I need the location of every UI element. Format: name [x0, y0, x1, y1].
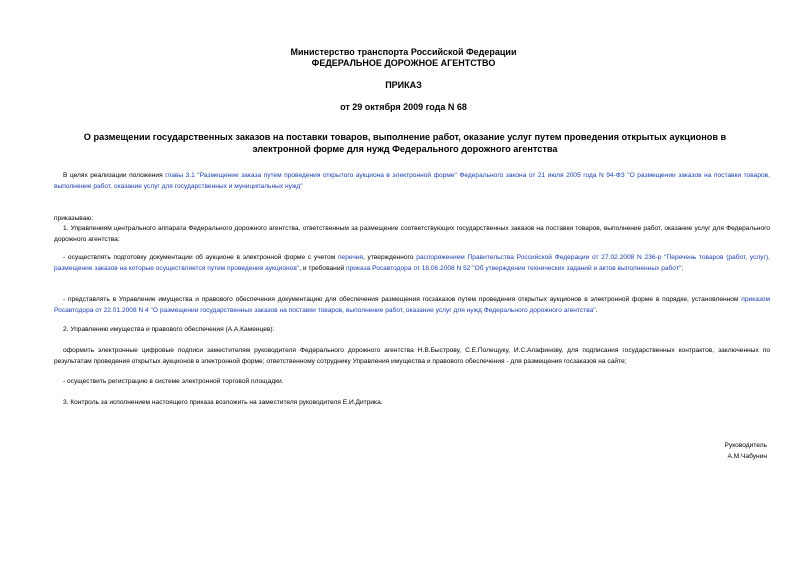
- order-word: приказываю:: [54, 215, 94, 222]
- preamble-text: В целях реализации положения: [63, 172, 166, 179]
- item-1: 1. Управлениям центрального аппарата Федерального дорожного агентства, ответственным за размещение соответствующих государственных заказов на поставки товаров, выполнение работ, оказание услуг для Федерального дорожного агентства:: [54, 225, 770, 243]
- item-3: 3. Контроль за исполнением настоящего приказа возложить на заместителя руководителя Е.И.Дитрика.: [63, 399, 383, 406]
- item-2-text: оформить электронные цифровые подписи заместителям руководителя Федерального дорожного агентства Н.В.Быстрову, С.Е.Полещуку, И.С.Алафинову, для подписания государственных контрактов, заключенных по результатам проведения открытых аукционов в электронной форме; ответственному сотруднику Управления имущества и правового обеспечения - для размещения госзаказов на сайте;: [54, 347, 770, 365]
- signature-name: А.М.Чабунин: [727, 453, 767, 460]
- preamble-paragraph: [54, 171, 770, 192]
- item-2: 2. Управлению имущества и правового обеспечения (А.А.Каменцев):: [63, 326, 275, 333]
- doc-type: ПРИКАЗ: [385, 80, 422, 90]
- rosavtodor-order-4-link[interactable]: приказом Росавтодора от 22.01.2008 N 4 "О размещении государственных заказов на поставки товаров, выполнение работ, оказание услуг для нужд Федерального дорожного агентства": [54, 296, 770, 314]
- doc-title: О размещении государственных заказов на поставки товаров, выполнение работ, оказание услуг путем проведения открытых аукционов в электронной форме для нужд Федерального дорожного агентства: [83, 132, 727, 154]
- bullet-2-text-2: .: [595, 306, 598, 314]
- ministry-name: Министерство транспорта Российской Федерации: [290, 47, 517, 57]
- bullet-1-text-2: , утвержденного: [362, 254, 417, 261]
- rosavtodor-order-52-link[interactable]: приказа Росавтодора от 18.06.2008 N 52 "Об утверждении технических заданий и актов выполненных работ": [346, 264, 682, 272]
- item-2-bullet: - осуществить регистрацию в системе электронной торговой площадки.: [63, 378, 284, 385]
- government-order-link[interactable]: распоряжением Правительства Российской Федерации от 27.02.2008 N 236-р "Перечень товаров (работ, услуг), размещение заказов на которые осуществляется путем проведения аукционов": [54, 254, 770, 272]
- bullet-1-text-4: ;: [681, 264, 684, 272]
- bullet-1-text-3: , и требований: [299, 264, 347, 272]
- bullet-1-text: - осуществлять подготовку документации об аукционе в электронной форме с учетом: [63, 254, 338, 261]
- agency-name: ФЕДЕРАЛЬНОЕ ДОРОЖНОЕ АГЕНТСТВО: [311, 58, 496, 68]
- bullet-2-text: - представлять в Управление имущества и правового обеспечения документацию для обеспечения размещения госзаказов путем проведения открытых аукционов в электронной форме в порядке, установленном: [63, 296, 742, 303]
- doc-date-number: от 29 октября 2009 года N 68: [340, 102, 467, 112]
- bullet-2-paragraph: [54, 295, 770, 316]
- bullet-1-paragraph: [54, 253, 770, 274]
- signature-position: Руководитель: [724, 442, 767, 449]
- law-link[interactable]: главы 3.1 "Размещение заказа путем проведения открытого аукциона в электронной форме" Федерального закона от 21 июля 2005 года N 94-ФЗ "О размещении заказов на поставки товаров, выполнение работ, оказание услуг для государственных и муниципальных нужд": [54, 172, 770, 190]
- list-link[interactable]: перечня: [337, 254, 363, 261]
